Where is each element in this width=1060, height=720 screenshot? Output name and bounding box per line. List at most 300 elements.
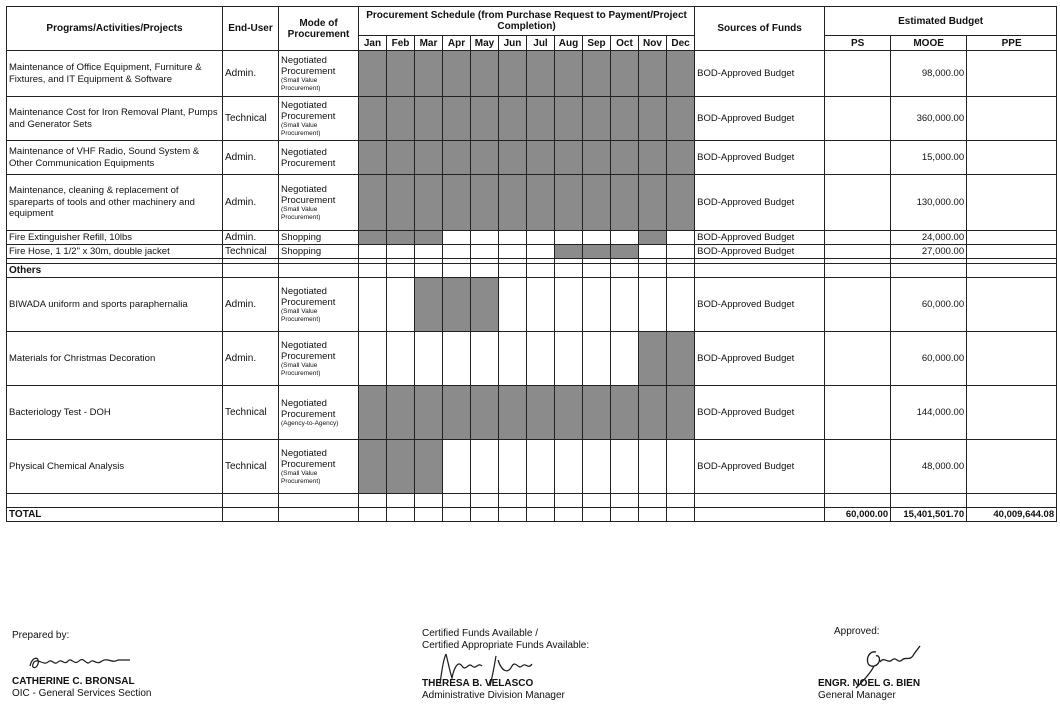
blank-cell <box>359 508 387 522</box>
program-cell: Bacteriology Test - DOH <box>7 386 223 440</box>
mooe-cell: 60,000.00 <box>891 278 967 332</box>
schedule-cell-active <box>471 386 499 440</box>
schedule-cell-active <box>527 141 555 175</box>
schedule-cell <box>555 332 583 386</box>
schedule-cell-active <box>667 332 695 386</box>
mode-label: Shopping <box>281 232 322 243</box>
total-row <box>7 508 1057 522</box>
schedule-cell-active <box>555 175 583 231</box>
funds-cell: BOD-Approved Budget <box>695 175 825 231</box>
mode-label: Negotiated Procurement <box>281 55 336 77</box>
schedule-cell-active <box>611 245 639 259</box>
schedule-cell <box>387 278 415 332</box>
blank-row <box>7 494 1057 508</box>
col-mode: Mode of Procurement <box>279 7 359 51</box>
blank-cell <box>555 508 583 522</box>
program-cell: Fire Extinguisher Refill, 10lbs <box>7 231 223 245</box>
blank-cell <box>223 494 279 508</box>
month-header: Apr <box>443 36 471 51</box>
blank-cell <box>667 508 695 522</box>
mode-cell <box>279 51 359 97</box>
blank-cell <box>891 264 967 278</box>
certified-caption-1: Certified Funds Available / <box>422 628 538 639</box>
schedule-cell-active <box>667 175 695 231</box>
blank-cell <box>611 264 639 278</box>
schedule-cell-active <box>667 51 695 97</box>
blank-cell <box>415 508 443 522</box>
table-row <box>7 440 1057 494</box>
approved-name: ENGR. NOEL G. BIEN <box>818 678 921 689</box>
blank-cell <box>695 494 825 508</box>
schedule-cell-active <box>359 97 387 141</box>
schedule-cell <box>471 332 499 386</box>
schedule-cell <box>471 440 499 494</box>
schedule-cell <box>527 440 555 494</box>
mooe-cell: 27,000.00 <box>891 245 967 259</box>
col-enduser: End-User <box>223 7 279 51</box>
schedule-cell-active <box>471 278 499 332</box>
mode-note: (Small Value Procurement) <box>281 122 321 137</box>
schedule-cell <box>387 245 415 259</box>
mode-note: (Small Value Procurement) <box>281 206 321 221</box>
mode-note: (Small Value Procurement) <box>281 77 321 92</box>
program-cell: Maintenance Cost for Iron Removal Plant, Pumps and Generator Sets <box>7 97 223 141</box>
schedule-cell-active <box>415 231 443 245</box>
schedule-cell-active <box>415 141 443 175</box>
blank-cell <box>279 508 359 522</box>
schedule-cell-active <box>583 51 611 97</box>
funds-cell: BOD-Approved Budget <box>695 440 825 494</box>
signature-velasco-icon <box>432 648 542 690</box>
blank-cell <box>583 494 611 508</box>
enduser-cell: Admin. <box>223 231 279 245</box>
schedule-cell-active <box>611 386 639 440</box>
ppe-cell <box>967 51 1057 97</box>
schedule-cell <box>555 278 583 332</box>
schedule-cell <box>471 231 499 245</box>
blank-cell <box>223 264 279 278</box>
month-header: Aug <box>555 36 583 51</box>
schedule-cell <box>499 278 527 332</box>
funds-cell: BOD-Approved Budget <box>695 332 825 386</box>
certified-block <box>422 628 682 702</box>
plan-body <box>7 51 1057 522</box>
schedule-cell-active <box>415 278 443 332</box>
table-row <box>7 278 1057 332</box>
mode-cell <box>279 332 359 386</box>
table-row <box>7 231 1057 245</box>
enduser-cell: Technical <box>223 386 279 440</box>
enduser-cell: Admin. <box>223 51 279 97</box>
section-row <box>7 264 1057 278</box>
schedule-cell-active <box>583 97 611 141</box>
schedule-cell-active <box>499 175 527 231</box>
blank-cell <box>359 494 387 508</box>
schedule-cell-active <box>555 51 583 97</box>
schedule-cell-active <box>471 97 499 141</box>
schedule-cell-active <box>583 175 611 231</box>
procurement-plan-table <box>6 6 1057 522</box>
ppe-cell <box>967 386 1057 440</box>
program-cell: BIWADA uniform and sports paraphernalia <box>7 278 223 332</box>
ppe-cell <box>967 141 1057 175</box>
mooe-cell: 15,000.00 <box>891 141 967 175</box>
schedule-cell-active <box>639 51 667 97</box>
table-row <box>7 386 1057 440</box>
blank-cell <box>499 508 527 522</box>
ps-cell <box>825 245 891 259</box>
schedule-cell-active <box>555 386 583 440</box>
schedule-cell-active <box>387 386 415 440</box>
mode-cell <box>279 278 359 332</box>
prepared-by-position: OIC - General Services Section <box>12 688 152 699</box>
schedule-cell-active <box>415 97 443 141</box>
blank-cell <box>967 494 1057 508</box>
blank-cell <box>415 264 443 278</box>
mode-cell <box>279 141 359 175</box>
table-row <box>7 97 1057 141</box>
program-cell: Physical Chemical Analysis <box>7 440 223 494</box>
total-label: TOTAL <box>7 508 223 522</box>
schedule-cell <box>499 440 527 494</box>
blank-cell <box>967 264 1057 278</box>
mode-label: Negotiated Procurement <box>281 146 336 169</box>
month-header: Jun <box>499 36 527 51</box>
signature-bien-icon <box>836 642 936 690</box>
mooe-cell: 60,000.00 <box>891 332 967 386</box>
mode-label: Negotiated Procurement <box>281 397 336 420</box>
blank-cell <box>499 494 527 508</box>
blank-cell <box>415 494 443 508</box>
schedule-cell-active <box>639 386 667 440</box>
signature-section <box>0 620 1060 720</box>
mooe-cell: 144,000.00 <box>891 386 967 440</box>
col-budget: Estimated Budget <box>825 7 1057 36</box>
schedule-cell-active <box>443 278 471 332</box>
ps-cell <box>825 141 891 175</box>
blank-cell <box>583 508 611 522</box>
schedule-cell-active <box>639 97 667 141</box>
schedule-cell-active <box>387 175 415 231</box>
funds-cell: BOD-Approved Budget <box>695 386 825 440</box>
schedule-cell-active <box>527 51 555 97</box>
enduser-cell: Technical <box>223 245 279 259</box>
schedule-cell-active <box>359 231 387 245</box>
schedule-cell-active <box>471 175 499 231</box>
col-programs: Programs/Activities/Projects <box>7 7 223 51</box>
mode-cell <box>279 97 359 141</box>
mode-cell <box>279 231 359 245</box>
schedule-cell-active <box>611 175 639 231</box>
schedule-cell-active <box>359 141 387 175</box>
schedule-cell-active <box>359 386 387 440</box>
schedule-cell <box>415 332 443 386</box>
schedule-cell <box>667 231 695 245</box>
schedule-cell-active <box>387 97 415 141</box>
blank-cell <box>443 264 471 278</box>
enduser-cell: Technical <box>223 440 279 494</box>
schedule-cell-active <box>555 245 583 259</box>
header-row-1 <box>7 7 1057 36</box>
schedule-cell <box>583 332 611 386</box>
section-label: Others <box>7 264 223 278</box>
schedule-cell-active <box>387 51 415 97</box>
mode-label: Shopping <box>281 246 322 257</box>
funds-cell: BOD-Approved Budget <box>695 141 825 175</box>
mode-label: Negotiated Procurement <box>281 184 336 206</box>
total-mooe: 15,401,501.70 <box>891 508 967 522</box>
schedule-cell-active <box>611 51 639 97</box>
schedule-cell-active <box>639 175 667 231</box>
mode-note: (Agency-to-Agency) <box>281 419 339 427</box>
mooe-cell: 48,000.00 <box>891 440 967 494</box>
ppe-cell <box>967 440 1057 494</box>
table-row <box>7 141 1057 175</box>
schedule-cell <box>415 245 443 259</box>
ps-cell <box>825 231 891 245</box>
month-header: Nov <box>639 36 667 51</box>
schedule-cell-active <box>387 231 415 245</box>
blank-cell <box>695 508 825 522</box>
schedule-cell-active <box>499 97 527 141</box>
funds-cell: BOD-Approved Budget <box>695 231 825 245</box>
approved-caption: Approved: <box>834 626 880 637</box>
schedule-cell-active <box>499 141 527 175</box>
budget-sub-header: PPE <box>967 36 1057 51</box>
ppe-cell <box>967 97 1057 141</box>
schedule-cell-active <box>387 440 415 494</box>
schedule-cell-active <box>639 332 667 386</box>
schedule-cell <box>639 245 667 259</box>
total-ps: 60,000.00 <box>825 508 891 522</box>
blank-cell <box>825 264 891 278</box>
ps-cell <box>825 332 891 386</box>
mode-note: (Small Value Procurement) <box>281 470 321 485</box>
blank-cell <box>891 494 967 508</box>
certified-position: Administrative Division Manager <box>422 690 565 701</box>
schedule-cell-active <box>527 386 555 440</box>
mode-label: Negotiated Procurement <box>281 340 336 362</box>
schedule-cell-active <box>611 141 639 175</box>
program-cell: Maintenance of VHF Radio, Sound System & Other Communication Equipments <box>7 141 223 175</box>
schedule-cell-active <box>415 51 443 97</box>
blank-cell <box>527 264 555 278</box>
mode-label: Negotiated Procurement <box>281 448 336 470</box>
enduser-cell: Admin. <box>223 175 279 231</box>
schedule-cell-active <box>499 51 527 97</box>
schedule-cell <box>443 332 471 386</box>
schedule-cell-active <box>555 141 583 175</box>
schedule-cell <box>471 245 499 259</box>
schedule-cell-active <box>583 386 611 440</box>
schedule-cell-active <box>639 141 667 175</box>
schedule-cell <box>667 245 695 259</box>
month-header: Jul <box>527 36 555 51</box>
blank-cell <box>667 494 695 508</box>
schedule-cell-active <box>443 386 471 440</box>
schedule-cell-active <box>583 141 611 175</box>
mooe-cell: 130,000.00 <box>891 175 967 231</box>
schedule-cell <box>611 332 639 386</box>
blank-cell <box>387 508 415 522</box>
schedule-cell <box>359 245 387 259</box>
procurement-plan-sheet <box>6 6 1056 522</box>
blank-cell <box>825 494 891 508</box>
blank-cell <box>695 264 825 278</box>
signature-bronsal-icon <box>26 648 136 674</box>
blank-cell <box>555 264 583 278</box>
month-header: Oct <box>611 36 639 51</box>
mode-label: Negotiated Procurement <box>281 286 336 308</box>
enduser-cell: Admin. <box>223 278 279 332</box>
certified-caption-2: Certified Appropriate Funds Available: <box>422 640 590 651</box>
blank-cell <box>359 264 387 278</box>
mode-cell <box>279 175 359 231</box>
total-ppe: 40,009,644.08 <box>967 508 1057 522</box>
table-row <box>7 175 1057 231</box>
schedule-cell <box>443 231 471 245</box>
table-row <box>7 245 1057 259</box>
schedule-cell <box>611 231 639 245</box>
blank-cell <box>471 264 499 278</box>
table-row <box>7 51 1057 97</box>
mode-note: (Small Value Procurement) <box>281 308 321 323</box>
month-header: Jan <box>359 36 387 51</box>
schedule-cell <box>527 278 555 332</box>
schedule-cell <box>611 440 639 494</box>
certified-name: THERESA B. VELASCO <box>422 678 534 689</box>
program-cell: Materials for Christmas Decoration <box>7 332 223 386</box>
schedule-cell-active <box>443 141 471 175</box>
ps-cell <box>825 386 891 440</box>
mooe-cell: 24,000.00 <box>891 231 967 245</box>
blank-cell <box>611 494 639 508</box>
mode-cell <box>279 245 359 259</box>
mooe-cell: 98,000.00 <box>891 51 967 97</box>
schedule-cell <box>555 440 583 494</box>
prepared-by-block <box>12 630 252 700</box>
schedule-cell <box>499 332 527 386</box>
budget-sub-header: PS <box>825 36 891 51</box>
approved-position: General Manager <box>818 690 896 701</box>
program-cell: Fire Hose, 1 1/2" x 30m, double jacket <box>7 245 223 259</box>
schedule-cell <box>359 278 387 332</box>
schedule-cell-active <box>471 51 499 97</box>
funds-cell: BOD-Approved Budget <box>695 97 825 141</box>
ppe-cell <box>967 175 1057 231</box>
ps-cell <box>825 278 891 332</box>
schedule-cell <box>527 332 555 386</box>
month-header: May <box>471 36 499 51</box>
mode-note: (Small Value Procurement) <box>281 362 321 377</box>
ps-cell <box>825 175 891 231</box>
ps-cell <box>825 97 891 141</box>
schedule-cell <box>359 332 387 386</box>
blank-cell <box>611 508 639 522</box>
schedule-cell-active <box>443 97 471 141</box>
blank-cell <box>443 508 471 522</box>
blank-cell <box>387 494 415 508</box>
prepared-by-name: CATHERINE C. BRONSAL <box>12 676 135 687</box>
blank-cell <box>471 494 499 508</box>
program-cell: Maintenance, cleaning & replacement of spareparts of tools and other machinery and equipment <box>7 175 223 231</box>
blank-cell <box>443 494 471 508</box>
approved-block <box>818 626 1038 702</box>
ppe-cell <box>967 245 1057 259</box>
blank-cell <box>7 494 223 508</box>
blank-cell <box>387 264 415 278</box>
schedule-cell-active <box>415 175 443 231</box>
blank-cell <box>639 264 667 278</box>
prepared-by-caption: Prepared by: <box>12 630 70 641</box>
blank-cell <box>583 264 611 278</box>
schedule-cell-active <box>639 231 667 245</box>
schedule-cell <box>443 245 471 259</box>
program-cell: Maintenance of Office Equipment, Furniture & Fixtures, and IT Equipment & Software <box>7 51 223 97</box>
mooe-cell: 360,000.00 <box>891 97 967 141</box>
month-header: Dec <box>667 36 695 51</box>
schedule-cell <box>583 231 611 245</box>
schedule-cell-active <box>555 97 583 141</box>
schedule-cell <box>555 231 583 245</box>
blank-cell <box>639 508 667 522</box>
month-header: Sep <box>583 36 611 51</box>
ps-cell <box>825 51 891 97</box>
blank-cell <box>279 494 359 508</box>
schedule-cell-active <box>527 97 555 141</box>
month-header: Feb <box>387 36 415 51</box>
schedule-cell-active <box>387 141 415 175</box>
schedule-cell-active <box>611 97 639 141</box>
schedule-cell-active <box>667 97 695 141</box>
col-schedule: Procurement Schedule (from Purchase Request to Payment/Project Completion) <box>359 7 695 36</box>
schedule-cell <box>527 245 555 259</box>
funds-cell: BOD-Approved Budget <box>695 278 825 332</box>
blank-cell <box>667 264 695 278</box>
schedule-cell <box>583 440 611 494</box>
schedule-cell-active <box>667 141 695 175</box>
schedule-cell-active <box>667 386 695 440</box>
schedule-cell-active <box>583 245 611 259</box>
enduser-cell: Admin. <box>223 332 279 386</box>
budget-sub-header: MOOE <box>891 36 967 51</box>
schedule-cell-active <box>499 386 527 440</box>
month-header: Mar <box>415 36 443 51</box>
funds-cell: BOD-Approved Budget <box>695 245 825 259</box>
schedule-cell-active <box>415 386 443 440</box>
schedule-cell-active <box>359 51 387 97</box>
blank-cell <box>527 508 555 522</box>
blank-cell <box>499 264 527 278</box>
schedule-cell-active <box>415 440 443 494</box>
schedule-cell <box>527 231 555 245</box>
schedule-cell <box>499 231 527 245</box>
ppe-cell <box>967 278 1057 332</box>
ppe-cell <box>967 231 1057 245</box>
mode-label: Negotiated Procurement <box>281 100 336 122</box>
schedule-cell-active <box>443 51 471 97</box>
schedule-cell-active <box>527 175 555 231</box>
schedule-cell <box>583 278 611 332</box>
schedule-cell-active <box>359 175 387 231</box>
blank-cell <box>555 494 583 508</box>
blank-cell <box>639 494 667 508</box>
schedule-cell <box>499 245 527 259</box>
schedule-cell <box>387 332 415 386</box>
schedule-cell-active <box>359 440 387 494</box>
blank-cell <box>223 508 279 522</box>
schedule-cell <box>443 440 471 494</box>
